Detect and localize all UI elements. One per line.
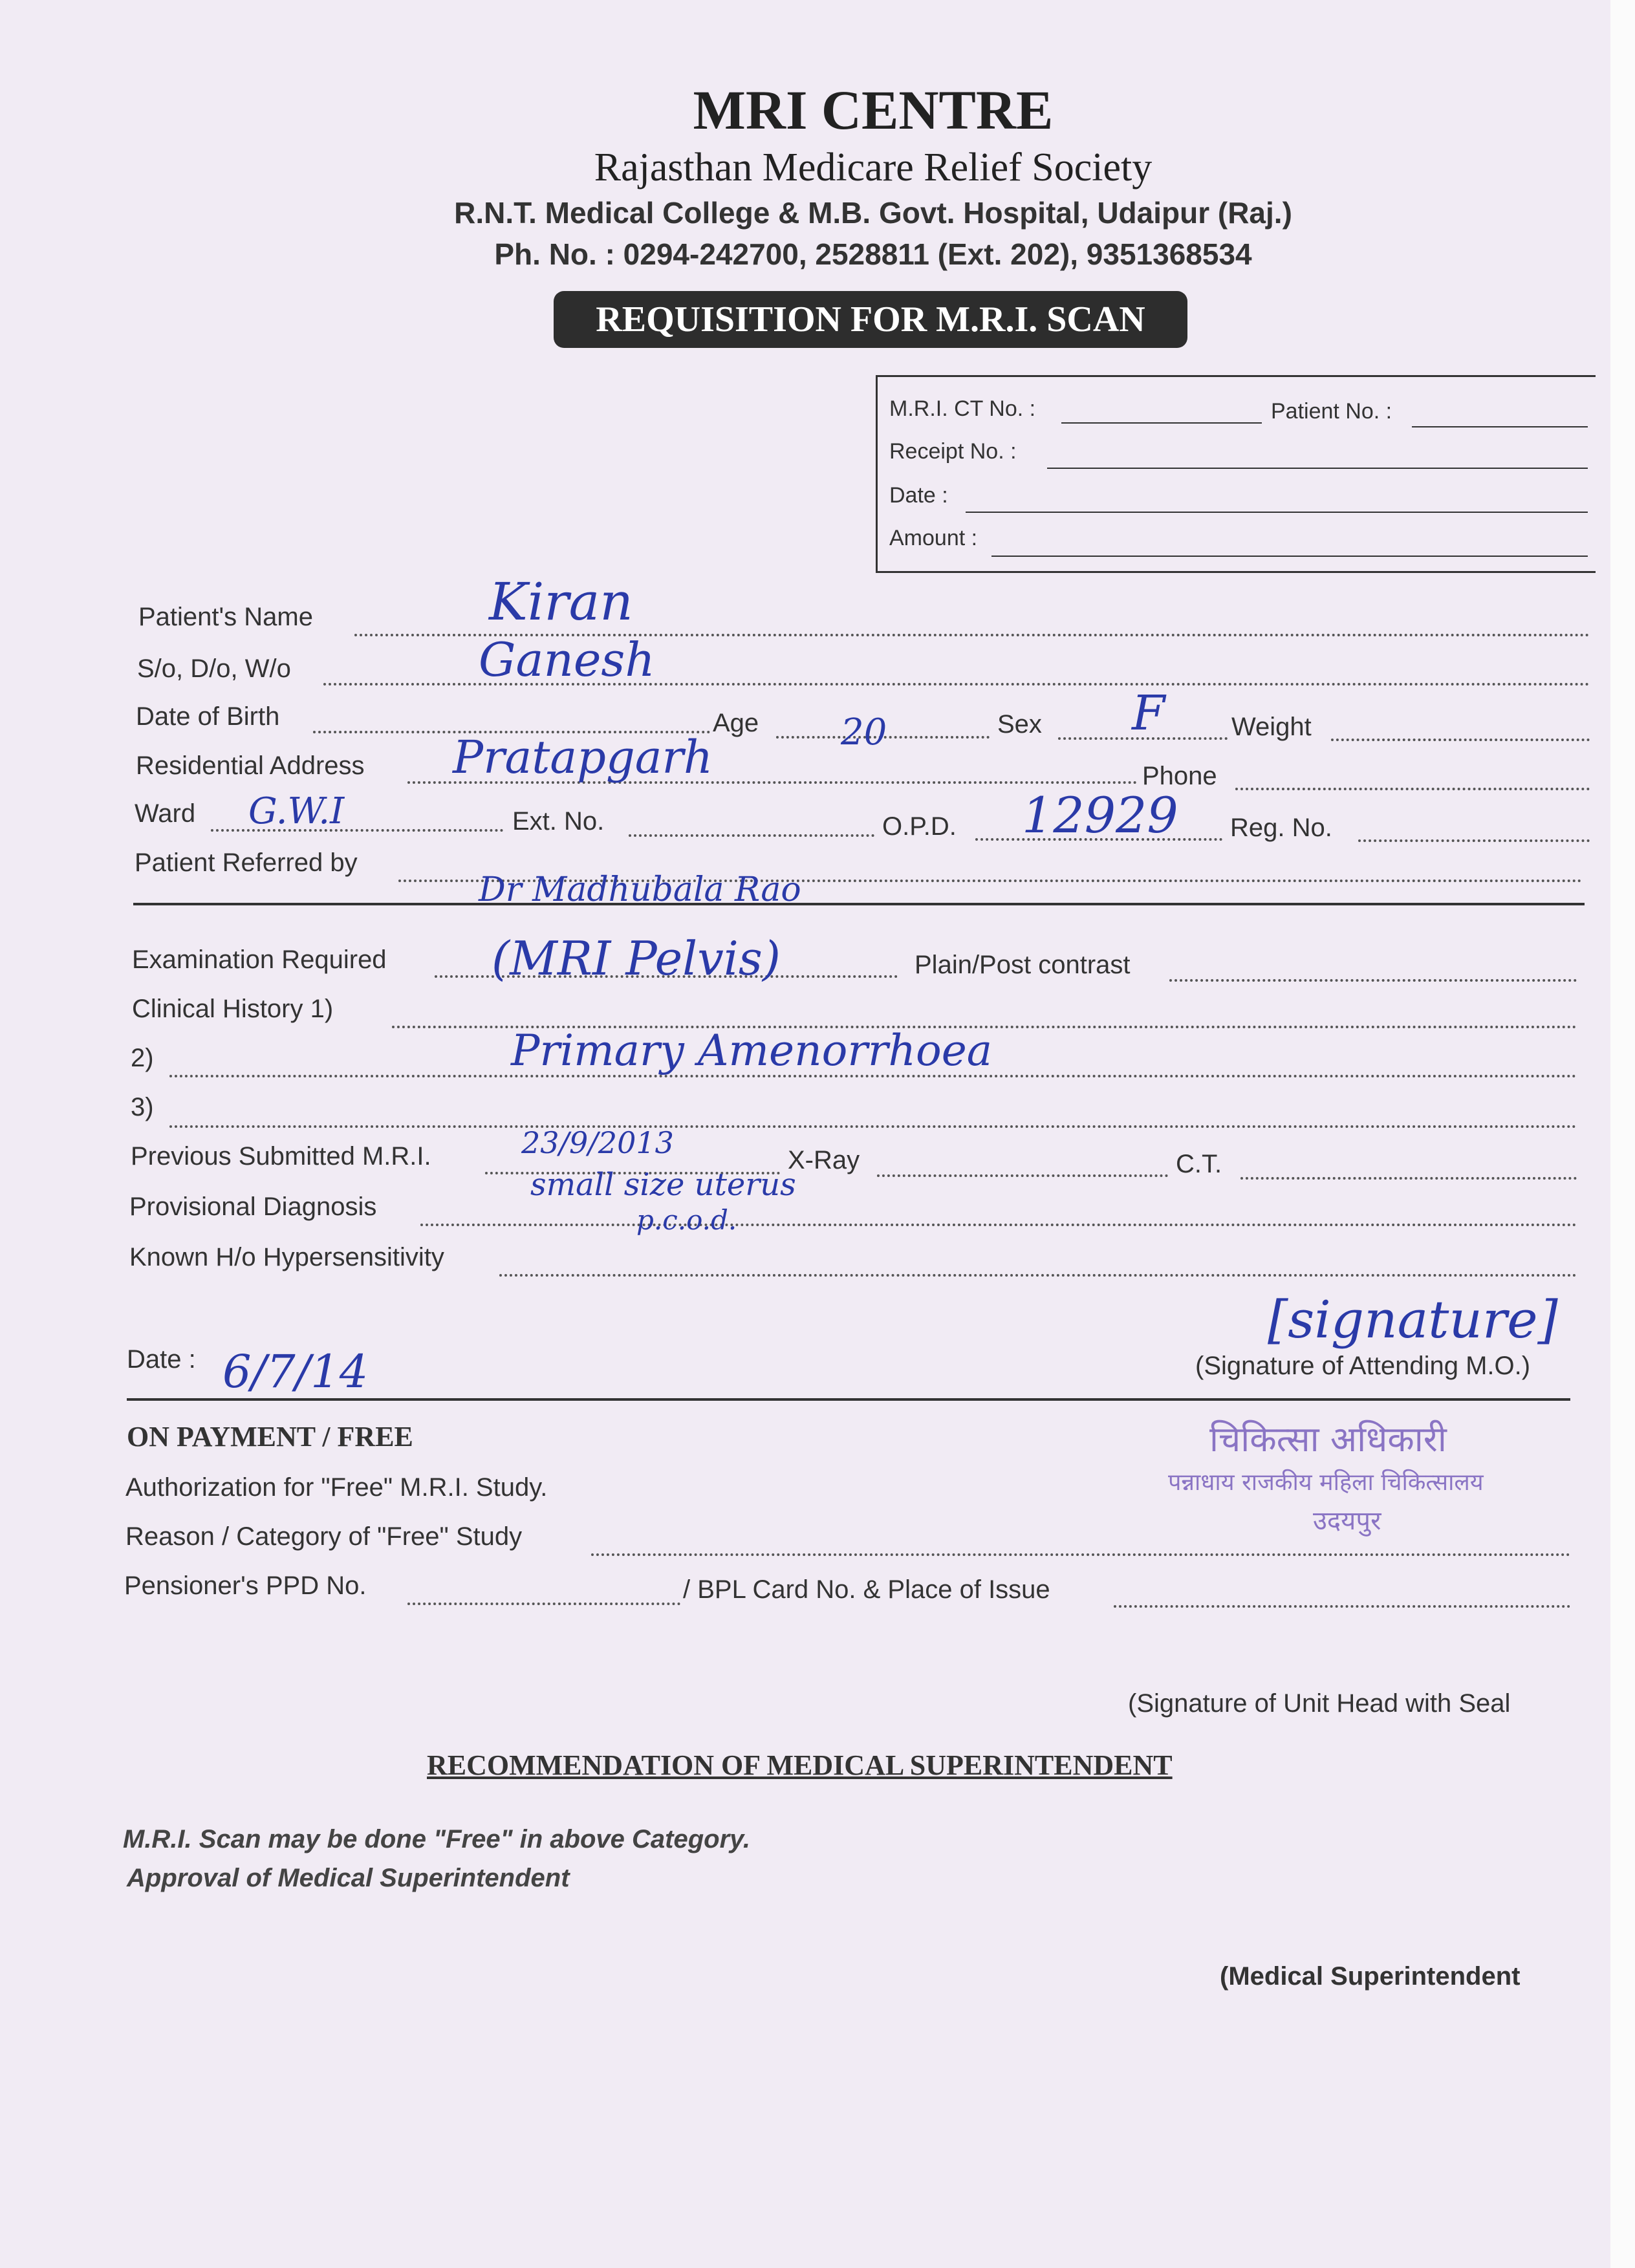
ward-label: Ward xyxy=(135,799,196,828)
prov-diagnosis-label: Provisional Diagnosis xyxy=(129,1193,377,1221)
authorization-label: Authorization for "Free" M.R.I. Study. xyxy=(125,1473,548,1502)
section-divider-2 xyxy=(127,1398,1570,1401)
age-value: 20 xyxy=(841,711,887,753)
office-date-field[interactable] xyxy=(966,512,1588,513)
reg-no-field[interactable] xyxy=(1358,839,1590,842)
pensioner-field[interactable] xyxy=(407,1603,680,1605)
reason-field[interactable] xyxy=(591,1553,1570,1556)
stamp-officer: चिकित्सा अधिकारी xyxy=(1209,1419,1447,1460)
history-2-label: 2) xyxy=(131,1044,154,1072)
pensioner-label: Pensioner's PPD No. xyxy=(124,1571,367,1600)
section-divider-1 xyxy=(133,903,1585,905)
opd-label: O.P.D. xyxy=(882,812,957,841)
date-label: Date : xyxy=(127,1345,196,1374)
prov-diagnosis-field[interactable] xyxy=(420,1224,1577,1226)
receipt-no-field[interactable] xyxy=(1047,468,1588,469)
signature-unit-head-label: (Signature of Unit Head with Seal xyxy=(1128,1689,1511,1718)
patient-name-label: Patient's Name xyxy=(138,603,313,631)
phone-label: Phone xyxy=(1142,762,1217,790)
recommendation-line-2: Approval of Medical Superintendent xyxy=(127,1864,570,1892)
signature-mo-label: (Signature of Attending M.O.) xyxy=(1195,1352,1531,1380)
office-use-box xyxy=(876,375,1596,573)
mri-ct-no-label: M.R.I. CT No. : xyxy=(889,396,1036,421)
mo-signature: [signature] xyxy=(1268,1290,1558,1350)
society-name: Rajasthan Medicare Relief Society xyxy=(594,146,1153,189)
reason-label: Reason / Category of "Free" Study xyxy=(125,1522,523,1551)
plain-post-field[interactable] xyxy=(1169,979,1577,982)
weight-label: Weight xyxy=(1231,713,1312,741)
exam-required-label: Examination Required xyxy=(132,945,387,974)
page-edge xyxy=(1610,0,1635,2268)
plain-post-label: Plain/Post contrast xyxy=(915,951,1131,979)
history-3-label: 3) xyxy=(131,1093,154,1121)
phone-line: Ph. No. : 0294-242700, 2528811 (Ext. 202), 9351368534 xyxy=(494,237,1252,271)
referred-by-label: Patient Referred by xyxy=(135,848,358,877)
address-value: Pratapgarh xyxy=(453,731,713,784)
hospital-address: R.N.T. Medical College & M.B. Govt. Hospital, Udaipur (Raj.) xyxy=(454,196,1292,230)
recommendation-heading: RECOMMENDATION OF MEDICAL SUPERINTENDENT xyxy=(427,1749,1173,1781)
stamp-city: उदयपुर xyxy=(1313,1506,1381,1536)
centre-title: MRI CENTRE xyxy=(693,79,1054,141)
recommendation-line-1: M.R.I. Scan may be done "Free" in above Category. xyxy=(123,1825,751,1853)
sex-value: F xyxy=(1132,686,1165,741)
ward-value: G.W.I xyxy=(248,790,345,832)
ct-field[interactable] xyxy=(1240,1177,1577,1180)
office-date-label: Date : xyxy=(889,483,948,508)
opd-value: 12929 xyxy=(1022,786,1178,844)
reg-no-label: Reg. No. xyxy=(1230,814,1332,842)
patient-no-field[interactable] xyxy=(1412,426,1588,427)
address-label: Residential Address xyxy=(136,751,365,780)
clinical-history-label: Clinical History 1) xyxy=(132,995,334,1023)
hypersensitivity-label: Known H/o Hypersensitivity xyxy=(129,1243,444,1271)
xray-field[interactable] xyxy=(877,1174,1168,1177)
referred-by-value: Dr Madhubala Rao xyxy=(479,870,801,909)
bpl-label: / BPL Card No. & Place of Issue xyxy=(683,1575,1050,1604)
payment-heading: ON PAYMENT / FREE xyxy=(127,1421,413,1453)
relation-label: S/o, D/o, W/o xyxy=(137,654,291,683)
clinical-history-value: Primary Amenorrhoea xyxy=(511,1026,993,1075)
amount-field[interactable] xyxy=(991,556,1588,557)
hypersensitivity-field[interactable] xyxy=(499,1274,1577,1277)
exam-required-value: (MRI Pelvis) xyxy=(492,931,781,986)
receipt-no-label: Receipt No. : xyxy=(889,439,1017,464)
ct-label: C.T. xyxy=(1176,1150,1222,1178)
amount-label: Amount : xyxy=(889,526,978,550)
dob-label: Date of Birth xyxy=(136,702,280,731)
patient-name-value: Kiran xyxy=(489,572,633,632)
xray-label: X-Ray xyxy=(788,1146,860,1174)
mri-ct-no-field[interactable] xyxy=(1061,422,1262,424)
prov-diagnosis-value-1: small size uterus xyxy=(530,1167,796,1203)
date-value: 6/7/14 xyxy=(222,1345,369,1398)
relation-value: Ganesh xyxy=(479,632,655,687)
phone-field[interactable] xyxy=(1235,788,1590,790)
ext-no-label: Ext. No. xyxy=(512,807,605,836)
clinical-history-3-field[interactable] xyxy=(169,1125,1577,1128)
superintendent-signature-label: (Medical Superintendent xyxy=(1220,1962,1521,1991)
prev-mri-value: 23/9/2013 xyxy=(521,1125,674,1160)
stamp-hospital: पन्नाधाय राजकीय महिला चिकित्सालय xyxy=(1168,1469,1484,1496)
weight-field[interactable] xyxy=(1331,739,1590,741)
bpl-field[interactable] xyxy=(1114,1605,1570,1608)
form-title-badge: REQUISITION FOR M.R.I. SCAN xyxy=(554,291,1187,348)
sex-label: Sex xyxy=(997,710,1042,739)
ext-no-field[interactable] xyxy=(629,834,874,837)
prev-mri-label: Previous Submitted M.R.I. xyxy=(131,1142,431,1171)
age-label: Age xyxy=(713,709,759,737)
prov-diagnosis-value-2: p.c.o.d. xyxy=(636,1204,737,1236)
patient-no-label: Patient No. : xyxy=(1271,399,1392,424)
